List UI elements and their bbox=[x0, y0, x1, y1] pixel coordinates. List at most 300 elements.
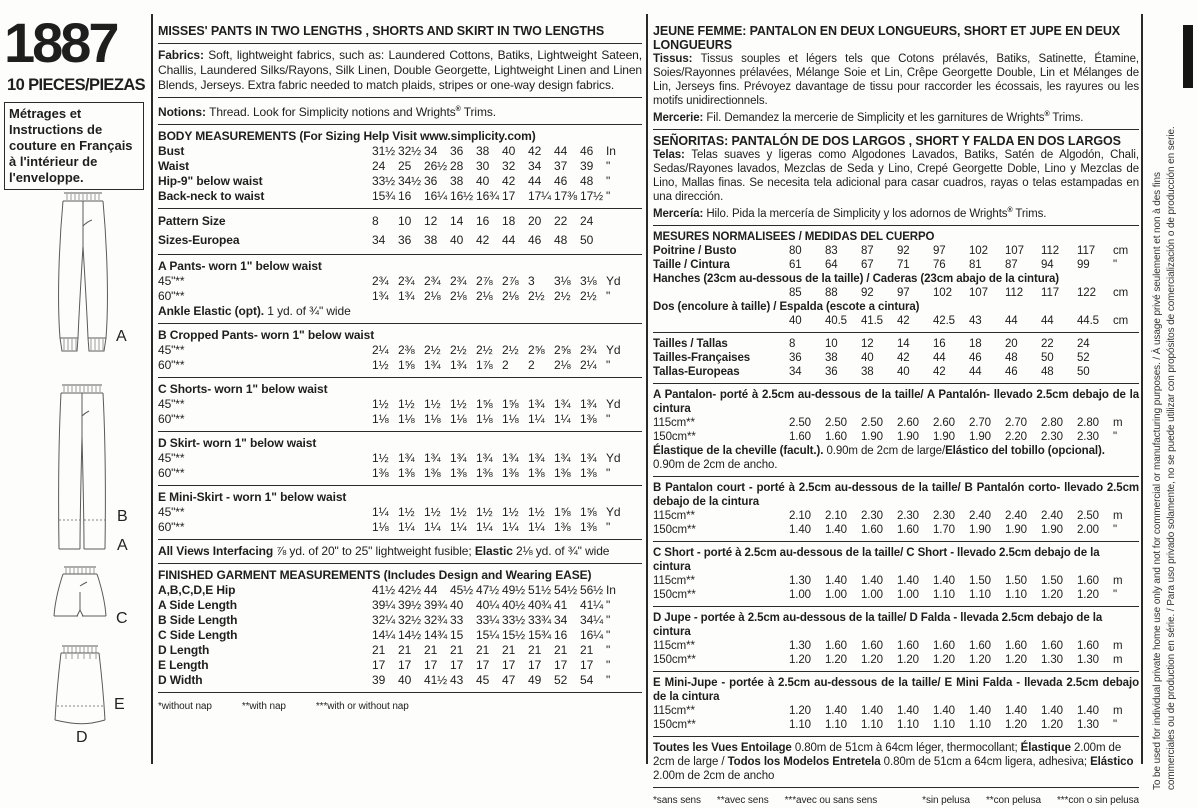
row-value: 2.40 bbox=[1041, 509, 1063, 522]
row-value: 1⅝ bbox=[398, 358, 415, 372]
row-value: 40.5 bbox=[825, 314, 847, 327]
row-value: 1¾ bbox=[450, 451, 467, 465]
row-label: 115cm** bbox=[653, 416, 695, 429]
row-value: 44.5 bbox=[1077, 314, 1099, 327]
row-value: 17 bbox=[398, 658, 412, 672]
row-label: Tailles / Tallas bbox=[653, 337, 728, 350]
text-segment: 0.90m de 2cm de large/ bbox=[826, 444, 946, 457]
row-value: 46 bbox=[554, 174, 568, 188]
row-value: 1⅛ bbox=[372, 520, 389, 534]
row-value: 107 bbox=[1005, 244, 1024, 257]
row-value: 34 bbox=[424, 144, 438, 158]
section-c-shorts bbox=[158, 378, 642, 432]
row-value: 2.30 bbox=[897, 509, 919, 522]
row-value: 1.40 bbox=[861, 704, 883, 717]
row-value: 41.5 bbox=[861, 314, 883, 327]
row-value: 54 bbox=[580, 673, 594, 687]
row-unit: " bbox=[606, 466, 611, 480]
row-value: 49½ bbox=[502, 583, 526, 597]
row-value: 97 bbox=[933, 244, 946, 257]
row-value: 87 bbox=[1005, 258, 1018, 271]
row-value: 46 bbox=[528, 233, 542, 247]
row-value: 61 bbox=[789, 258, 802, 271]
edge-notice-line-2: commerciales ou de production en série. / Para uso privado solamente, no se puede utilizar con propósitos de comercialización o de producción en serie. bbox=[1166, 126, 1177, 790]
finished-measurements-header: FINISHED GARMENT MEASUREMENTS (Includes Design and Wearing EASE) bbox=[158, 568, 592, 582]
row-value: 1.60 bbox=[861, 523, 883, 536]
row-value: 33½ bbox=[502, 613, 526, 627]
row-value: 44 bbox=[933, 351, 946, 364]
row-value: 52 bbox=[554, 673, 568, 687]
row-value: 2.20 bbox=[1005, 430, 1027, 443]
view-a-pants-drawing bbox=[50, 190, 116, 368]
text-segment: 2.00m de 2cm de large / bbox=[653, 741, 1122, 768]
row-value: 16 bbox=[933, 337, 946, 350]
row-value: 21 bbox=[580, 643, 594, 657]
row-value: 1.20 bbox=[1041, 718, 1063, 731]
row-value: 46 bbox=[580, 144, 594, 158]
section-d-jupe-table bbox=[653, 639, 1139, 667]
row-value: 50 bbox=[1041, 351, 1054, 364]
row-value: 1.30 bbox=[1041, 653, 1063, 666]
row-value: 34 bbox=[528, 159, 542, 173]
row-value: 1.40 bbox=[933, 574, 955, 587]
row-value: 2.40 bbox=[969, 509, 991, 522]
row-unit: In bbox=[606, 583, 616, 597]
text-segment: Trims. bbox=[1049, 111, 1084, 124]
row-value: 1.40 bbox=[1077, 704, 1099, 717]
row-value: 1¾ bbox=[424, 358, 441, 372]
section-b-heading: B Cropped Pants- worn 1" below waist bbox=[158, 328, 375, 342]
section-e-mini-jupe-heading: E Mini-Jupe - portée à 2.5cm au-dessous de la taille/ E Mini Falda - llevada 2.5cm debajo de la cintura bbox=[653, 676, 1139, 703]
row-value: 14¾ bbox=[424, 628, 448, 642]
row-value: 39¾ bbox=[424, 598, 448, 612]
row-value: 10 bbox=[398, 214, 412, 228]
row-value: 17 bbox=[502, 189, 516, 203]
row-value: 1¼ bbox=[424, 520, 441, 534]
footnote: *sans sens bbox=[653, 794, 701, 806]
row-value: 43 bbox=[969, 314, 982, 327]
section-c-table bbox=[158, 397, 642, 427]
row-value: 44 bbox=[554, 144, 568, 158]
pattern-number: 1887 bbox=[4, 11, 117, 74]
row-label: 115cm** bbox=[653, 639, 695, 652]
row-value: 16¼ bbox=[580, 628, 604, 642]
row-value: 102 bbox=[933, 286, 952, 299]
row-unit bbox=[1113, 351, 1139, 365]
section-c-short-table bbox=[653, 574, 1139, 602]
rule bbox=[158, 208, 642, 209]
row-value: 44 bbox=[1041, 314, 1054, 327]
row-label: Bust bbox=[158, 144, 185, 158]
sizes-table bbox=[158, 212, 642, 250]
section-d-heading: D Skirt- worn 1" below waist bbox=[158, 436, 317, 450]
footnote: *sin pelusa bbox=[922, 794, 970, 806]
view-c-shorts-drawing bbox=[47, 564, 113, 626]
text-segment: Todos los Modelos Entretela bbox=[727, 755, 884, 768]
row-value: 1⅜ bbox=[476, 466, 493, 480]
row-value: 36 bbox=[789, 351, 802, 364]
pieces-count: 10 PIECES/PIEZAS bbox=[7, 76, 146, 94]
section-d-skirt bbox=[158, 432, 642, 486]
text-segment: 0.80m de 51cm a 64cm ligera, adhesiva; bbox=[883, 755, 1091, 768]
row-label: 115cm** bbox=[653, 704, 695, 717]
measurement-row bbox=[158, 520, 642, 535]
title-en: MISSES' PANTS IN TWO LENGTHS , SHORTS AND SKIRT IN TWO LENGTHS bbox=[158, 20, 642, 44]
measurement-row bbox=[653, 574, 1139, 588]
mesures-header: MESURES NORMALISEES / MEDIDAS DEL CUERPO bbox=[653, 230, 935, 243]
row-value: 2⅝ bbox=[554, 343, 571, 357]
row-value: 2.70 bbox=[1005, 416, 1027, 429]
text-segment: Mercerie: bbox=[653, 111, 707, 124]
row-value: 1½ bbox=[450, 505, 467, 519]
row-value: 39 bbox=[372, 673, 386, 687]
row-value: 1.60 bbox=[825, 430, 847, 443]
text-segment: Soft, lightweight fabrics, such as: Laundered Cottons, Batiks, Lightweight Sateen, Challis, Laundered Silks/Rayons, Silk Linen, Double Georgette, Lightweight Linen and Linen Blends, Jerseys. Extra fabric needed to match plaids, stripes or one-way design fabrics. bbox=[158, 48, 642, 92]
row-value: 1.40 bbox=[1041, 704, 1063, 717]
footnote: **avec sens bbox=[716, 794, 769, 806]
row-value: 1⅜ bbox=[580, 466, 597, 480]
text-segment: Trims. bbox=[1012, 207, 1047, 220]
measurement-row bbox=[158, 212, 642, 231]
entoilage-note bbox=[653, 737, 1139, 788]
row-value: 1¼ bbox=[502, 520, 519, 534]
row-unit: " bbox=[606, 358, 611, 372]
row-value: 1.10 bbox=[933, 718, 955, 731]
row-label: Taille / Cintura bbox=[653, 258, 730, 271]
row-unit bbox=[606, 233, 642, 248]
text-segment: Elástico del tobillo (opcional). bbox=[945, 444, 1105, 457]
row-unit bbox=[1113, 365, 1139, 379]
tailles-block bbox=[653, 333, 1139, 384]
row-value: 1¾ bbox=[580, 451, 597, 465]
text-segment: Hilo. Pida la mercería de Simplicity y los adornos de Wrights bbox=[706, 207, 1008, 220]
measurement-row bbox=[158, 274, 642, 289]
measurement-row bbox=[158, 358, 642, 373]
section-c-short bbox=[653, 542, 1139, 607]
row-value: 48 bbox=[580, 174, 594, 188]
row-value: 25 bbox=[398, 159, 412, 173]
row-label: 150cm** bbox=[653, 653, 696, 666]
row-value: 21 bbox=[450, 643, 464, 657]
row-value: 28 bbox=[450, 159, 464, 173]
row-value: 24 bbox=[580, 214, 594, 228]
row-value: 52 bbox=[1077, 351, 1090, 364]
row-value: 2½ bbox=[502, 343, 519, 357]
finished-measurements-block bbox=[158, 564, 642, 693]
text-segment: Fabrics: bbox=[158, 48, 209, 62]
row-value: 1.20 bbox=[861, 653, 883, 666]
row-value: 1⅛ bbox=[476, 412, 493, 426]
row-value: 44 bbox=[969, 365, 982, 378]
row-value: 24 bbox=[372, 159, 386, 173]
row-value: 1⅜ bbox=[554, 520, 571, 534]
row-value: 40 bbox=[398, 673, 412, 687]
row-value: 1⅛ bbox=[502, 412, 519, 426]
row-value: 2¼ bbox=[580, 358, 597, 372]
row-unit: cm bbox=[1113, 314, 1129, 327]
row-value: 21 bbox=[502, 643, 516, 657]
row-value: 1⅝ bbox=[554, 505, 571, 519]
row-value: 34 bbox=[789, 365, 802, 378]
row-value: 38 bbox=[450, 174, 464, 188]
measurement-row bbox=[158, 231, 642, 250]
row-value: 2⅛ bbox=[424, 289, 441, 303]
row-value: 67 bbox=[861, 258, 874, 271]
row-value: 1¾ bbox=[580, 397, 597, 411]
section-c-heading: C Shorts- worn 1" below waist bbox=[158, 382, 328, 396]
row-value: 1⅛ bbox=[372, 412, 389, 426]
row-value: 34¼ bbox=[580, 613, 604, 627]
row-value: 2½ bbox=[580, 289, 597, 303]
row-value: 1¾ bbox=[398, 451, 415, 465]
row-unit: Yd bbox=[606, 505, 621, 519]
row-value: 14 bbox=[450, 214, 464, 228]
row-value: 38 bbox=[424, 233, 438, 247]
row-value: 3 bbox=[528, 274, 535, 288]
measurement-row bbox=[158, 144, 642, 159]
row-label: 45"** bbox=[158, 274, 185, 288]
row-value: 36 bbox=[398, 233, 412, 247]
row-value: 8 bbox=[789, 337, 796, 350]
section-b-cropped-pants bbox=[158, 324, 642, 378]
row-unit bbox=[1113, 337, 1139, 351]
view-b-a-pants-drawing bbox=[50, 382, 114, 555]
row-unit: m bbox=[1113, 653, 1123, 666]
text-segment: Thread. Look for Simplicity notions and Wrights bbox=[209, 105, 456, 119]
row-value: 1¼ bbox=[554, 412, 571, 426]
row-value: 1.20 bbox=[1005, 653, 1027, 666]
row-value: 2 bbox=[502, 358, 509, 372]
row-value: 1.10 bbox=[1005, 588, 1027, 601]
row-value: 2¾ bbox=[450, 274, 467, 288]
row-label: 150cm** bbox=[653, 588, 696, 601]
row-value: 44 bbox=[528, 174, 542, 188]
text-segment: 2⅛ yd. of ¾" wide bbox=[512, 544, 610, 558]
footnote: ***with or without nap bbox=[315, 701, 409, 712]
row-value: 40 bbox=[861, 351, 874, 364]
measurement-row bbox=[653, 718, 1139, 732]
elastique-cheville-note bbox=[653, 444, 1139, 472]
row-label: 45"** bbox=[158, 451, 185, 465]
row-value: 2⅞ bbox=[502, 274, 519, 288]
row-value: 17¼ bbox=[528, 189, 552, 203]
measurement-row bbox=[653, 351, 1139, 365]
measurement-row bbox=[653, 704, 1139, 718]
row-value: 85 bbox=[789, 286, 802, 299]
view-d-e-skirt-drawing bbox=[48, 643, 112, 729]
row-value: 122 bbox=[1077, 286, 1096, 299]
row-value: 39½ bbox=[398, 598, 422, 612]
row-value: 1.20 bbox=[789, 653, 811, 666]
row-value: 1.20 bbox=[1005, 718, 1027, 731]
row-value: 2.30 bbox=[1077, 430, 1099, 443]
row-value: 1.40 bbox=[789, 523, 811, 536]
row-value: 97 bbox=[897, 286, 910, 299]
row-value: 112 bbox=[1041, 244, 1060, 257]
row-value: 39 bbox=[580, 159, 594, 173]
section-b-pantalon-court bbox=[653, 477, 1139, 542]
footnote: *without nap bbox=[158, 701, 212, 712]
row-value: 41 bbox=[554, 598, 568, 612]
row-value: 32½ bbox=[398, 613, 422, 627]
row-value: 2⅞ bbox=[476, 274, 493, 288]
row-unit: m bbox=[1113, 509, 1123, 522]
telas-paragraph bbox=[653, 148, 1139, 204]
section-a-pantalon-heading: A Pantalon- porté à 2.5cm au-dessous de la taille/ A Pantalón- llevado 2.5cm debajo de la cintura bbox=[653, 388, 1139, 415]
text-segment: Toutes les Vues Entoilage bbox=[653, 741, 795, 754]
row-value: 48 bbox=[1041, 365, 1054, 378]
section-a-table bbox=[158, 274, 642, 304]
french-note-box: Métrages et Instructions de couture en Français à l'intérieur de l'enveloppe. bbox=[4, 102, 144, 190]
row-value: 40½ bbox=[502, 598, 526, 612]
row-value: 42 bbox=[502, 174, 516, 188]
measurement-row bbox=[653, 258, 1139, 272]
row-value: 1.40 bbox=[825, 704, 847, 717]
measurement-row bbox=[158, 289, 642, 304]
row-unit: cm bbox=[1113, 286, 1129, 299]
row-value: 33¾ bbox=[528, 613, 552, 627]
row-value: 1¾ bbox=[554, 397, 571, 411]
row-value: 1.90 bbox=[1005, 523, 1027, 536]
row-unit: " bbox=[606, 613, 611, 627]
row-label: 60"** bbox=[158, 520, 185, 534]
text-segment: Telas suaves y ligeras como Algodones Lavados, Batiks, Satén de Algodón, Chali, Sedas/Rayones lavados, Mezclas de Seda y Lino, Crepé Georgette Doble, Lino y Mezclas de Lino, Mallas finas. Se necesita tela adicional para casar cuadros, rayas o telas estampadas en una dirección. bbox=[653, 148, 1139, 203]
measurement-row bbox=[653, 416, 1139, 430]
row-value: 1⅜ bbox=[450, 466, 467, 480]
row-value: 17 bbox=[424, 658, 438, 672]
row-value: 92 bbox=[861, 286, 874, 299]
row-value: 2⅛ bbox=[502, 289, 519, 303]
row-value: 40 bbox=[450, 233, 464, 247]
fabrics-paragraph bbox=[158, 44, 642, 98]
registration-bar bbox=[1183, 25, 1193, 88]
row-label: 115cm** bbox=[653, 574, 695, 587]
row-value: 1.50 bbox=[969, 574, 991, 587]
row-value: 24 bbox=[1077, 337, 1090, 350]
measurement-row bbox=[158, 466, 642, 481]
row-value: 21 bbox=[554, 643, 568, 657]
row-label: 150cm** bbox=[653, 718, 696, 731]
measurement-row bbox=[158, 643, 642, 658]
row-value: 40 bbox=[789, 314, 802, 327]
row-label: Pattern Size bbox=[158, 214, 226, 228]
section-e-mini-jupe bbox=[653, 672, 1139, 737]
row-value: 2.50 bbox=[1077, 509, 1099, 522]
view-label-a: A bbox=[116, 328, 127, 345]
row-label: 150cm** bbox=[653, 430, 696, 443]
row-unit: " bbox=[606, 673, 611, 687]
row-value: 1.20 bbox=[897, 653, 919, 666]
divider-left bbox=[151, 14, 153, 764]
row-unit: " bbox=[606, 189, 611, 203]
row-value: 2¾ bbox=[424, 274, 441, 288]
row-value: 2⅛ bbox=[476, 289, 493, 303]
row-value: 1¾ bbox=[398, 289, 415, 303]
text-segment: Élastique de la cheville (facult.). bbox=[653, 444, 827, 457]
row-value: 1⅛ bbox=[398, 412, 415, 426]
row-value: 2½ bbox=[476, 343, 493, 357]
row-value: 2½ bbox=[528, 289, 545, 303]
row-value: 26½ bbox=[424, 159, 448, 173]
row-value: 42 bbox=[528, 144, 542, 158]
row-value: 1.10 bbox=[933, 588, 955, 601]
section-b-pantalon-table bbox=[653, 509, 1139, 537]
row-value: 40¼ bbox=[476, 598, 500, 612]
row-value: 44 bbox=[1005, 314, 1018, 327]
row-value: 48 bbox=[1005, 351, 1018, 364]
row-value: 45 bbox=[476, 673, 490, 687]
row-unit: m bbox=[1113, 574, 1123, 587]
row-value: 71 bbox=[897, 258, 910, 271]
measurement-row bbox=[158, 174, 642, 189]
text-segment: 1 yd. of ¾" wide bbox=[267, 304, 351, 318]
row-unit: Yd bbox=[606, 274, 621, 288]
row-value: 16 bbox=[398, 189, 412, 203]
row-value: 1⅜ bbox=[580, 520, 597, 534]
row-value: 38 bbox=[825, 351, 838, 364]
row-value: 1½ bbox=[424, 505, 441, 519]
row-value: 34 bbox=[372, 233, 386, 247]
row-value: 32 bbox=[502, 159, 516, 173]
row-value: 1.40 bbox=[897, 704, 919, 717]
row-value: 1¼ bbox=[476, 520, 493, 534]
row-value: 1.30 bbox=[789, 639, 811, 652]
row-value: 2¼ bbox=[372, 343, 389, 357]
footnotes-fr bbox=[653, 794, 893, 808]
section-a-pantalon bbox=[653, 384, 1139, 477]
row-value: 1.90 bbox=[861, 430, 883, 443]
row-value: 1¼ bbox=[450, 520, 467, 534]
section-a-pantalon-table bbox=[653, 416, 1139, 444]
row-value: 117 bbox=[1077, 244, 1096, 257]
row-label: 60"** bbox=[158, 289, 185, 303]
row-value: 2 bbox=[528, 358, 535, 372]
row-value: 1.60 bbox=[969, 639, 991, 652]
row-value: 44 bbox=[424, 583, 438, 597]
row-value: 14 bbox=[897, 337, 910, 350]
row-unit: In bbox=[606, 144, 616, 158]
measurement-row bbox=[158, 412, 642, 427]
row-value: 92 bbox=[897, 244, 910, 257]
row-value: 1.10 bbox=[789, 718, 811, 731]
row-value: 1¼ bbox=[372, 505, 389, 519]
row-value: 15¾ bbox=[528, 628, 552, 642]
row-value: 1¾ bbox=[424, 451, 441, 465]
row-value: 1.20 bbox=[1041, 588, 1063, 601]
row-value: 3⅛ bbox=[554, 274, 571, 288]
row-unit: " bbox=[606, 628, 611, 642]
row-value: 21 bbox=[398, 643, 412, 657]
text-segment: Elastic bbox=[474, 544, 513, 558]
notions-paragraph bbox=[158, 98, 642, 125]
edge-notice-line-1: To be used for individual private home use only and not for commercial or manufacturing purposes. / À usage privé seulement et non à des fins bbox=[1152, 172, 1163, 790]
row-value: 1¼ bbox=[398, 520, 415, 534]
row-value: 2⅜ bbox=[398, 343, 415, 357]
footnote: ***avec ou sans sens bbox=[784, 794, 878, 806]
row-value: 1.60 bbox=[1077, 639, 1099, 652]
hanches-heading: Hanches (23cm au-dessous de la taille) / Caderas (23cm abajo de la cintura) bbox=[653, 272, 1060, 285]
row-unit: " bbox=[1113, 430, 1117, 443]
row-value: 16½ bbox=[450, 189, 474, 203]
row-value: 17 bbox=[554, 658, 568, 672]
row-value: 32¼ bbox=[372, 613, 396, 627]
row-value: 1½ bbox=[372, 397, 389, 411]
row-unit: " bbox=[1113, 588, 1117, 601]
row-value: 16¾ bbox=[476, 189, 500, 203]
row-value: 47 bbox=[502, 673, 516, 687]
finished-measurements-table bbox=[158, 583, 642, 688]
row-value: 40 bbox=[502, 144, 516, 158]
